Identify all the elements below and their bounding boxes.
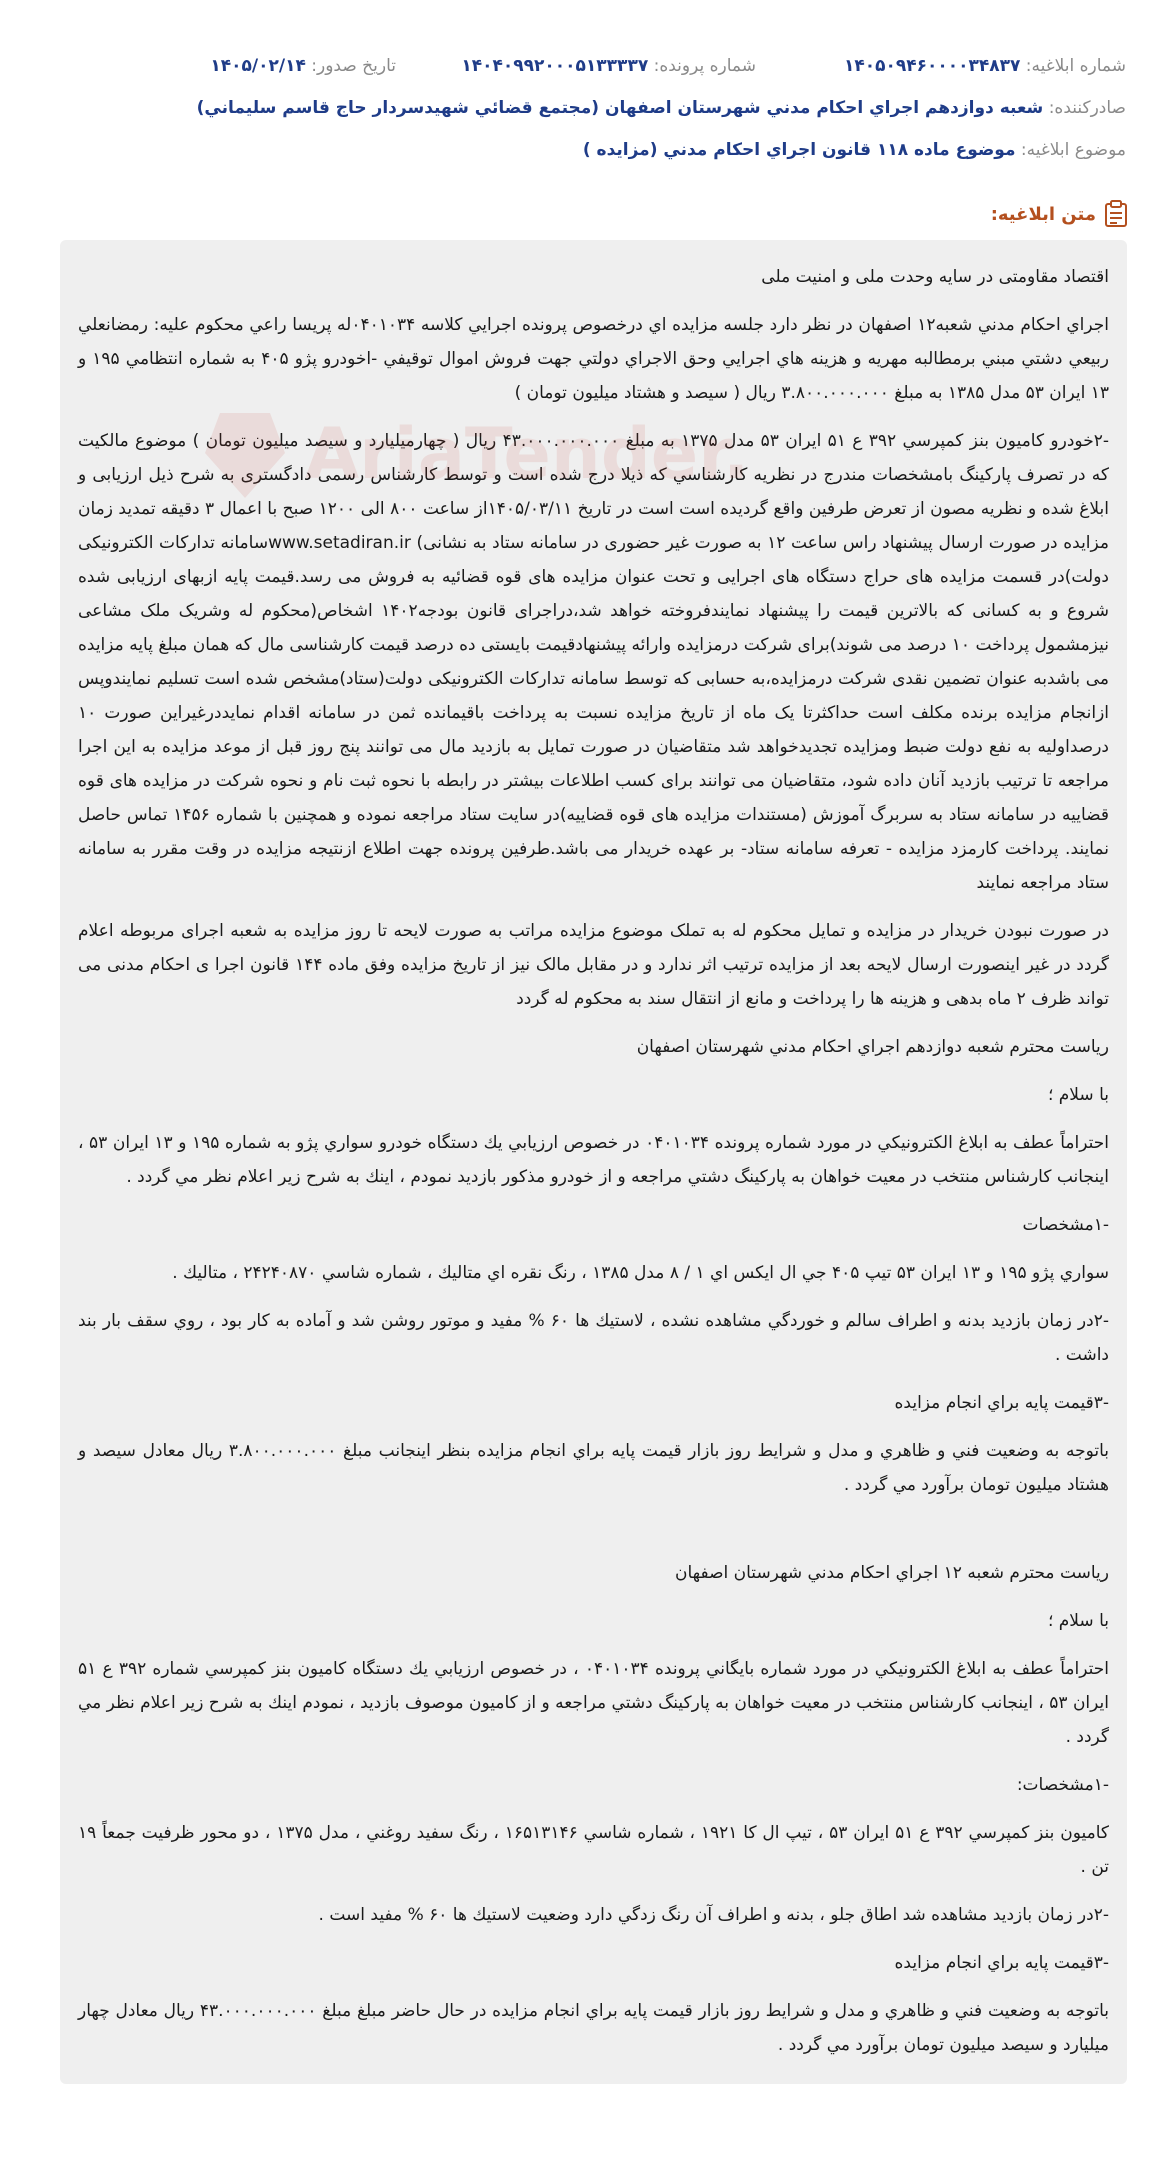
body-paragraph-10: -۲در زمان بازديد بدنه و اطراف سالم و خوردگي مشاهده نشده ، لاستيك ها ۶۰ % مفيد و موتور روشن شد و آماده به كار بود ، روي سقف بار بند داشت . [78, 1311, 1109, 1365]
issuer-row [48, 98, 1126, 118]
issue-date-value: ۱۴۰۵/۰۲/۱۴ [210, 56, 306, 76]
clipboard-icon [1104, 200, 1128, 228]
notice-number-label: شماره ابلاغیه: [1025, 56, 1126, 76]
case-number-value: ۱۴۰۴۰۹۹۲۰۰۰۵۱۳۳۳۳۷ [461, 56, 649, 76]
body-paragraph-12: باتوجه به وضعيت فني و ظاهري و مدل و شرايط روز بازار قيمت پايه براي انجام مزايده بنظر اينجانب مبلغ ۳.۸۰۰.۰۰۰.۰۰۰ ريال معادل سيصد و هشتاد ميليون تومان برآورد مي گردد . [78, 1441, 1110, 1495]
notice-text-heading [991, 200, 1128, 228]
subject-label: موضوع ابلاغیه: [1020, 140, 1126, 160]
issuer-label: صادرکننده: [1048, 98, 1126, 118]
body-paragraph-7: احتراماً عطف به ابلاغ الكترونيكي در مورد شماره پرونده ۰۴۰۱۰۳۴ در خصوص ارزيابي يك دستگاه خودرو سواري پژو به شماره ۱۹۵ و ۱۳ ايران ۵۳ ، اينجانب كارشناس منتخب در معيت خواهان به پاركينگ دشتي مراجعه و از خودرو مذكور بازديد نمودم ، اينك به شرح زير اعلام نظر مي گردد . [78, 1133, 1109, 1187]
body-paragraph-15: احتراماً عطف به ابلاغ الكترونيكي در مورد شماره بايگاني پرونده ۰۴۰۱۰۳۴ ، در خصوص ارزيابي يك دستگاه كاميون بنز كمپرسي شماره ۳۹۲ ع ۵۱ ايران ۵۳ ، اينجانب كارشناس منتخب در معيت خواهان به پاركينگ دشتي مراجعه و از كاميون موصوف بازديد ، نمودم اينك به شرح زير اعلام نظر مي گردد . [78, 1659, 1109, 1747]
body-paragraph-9: سواري پژو ۱۹۵ و ۱۳ ايران ۵۳ تيپ ۴۰۵ جي ال ايكس اي ۱ / ۸ مدل ۱۳۸۵ ، رنگ نقره اي متاليك ، شماره شاسي ۲۴۲۴۰۸۷۰ ، متاليك . [172, 1263, 1109, 1283]
body-paragraph-17: كاميون بنز كمپرسي ۳۹۲ ع ۵۱ ايران ۵۳ ، تيپ ال كا ۱۹۲۱ ، شماره شاسي ۱۶۵۱۳۱۴۶ ، رنگ سفيد روغني ، مدل ۱۳۷۵ ، دو محور ظرفيت جمعاً ۱۹ تن . [78, 1823, 1110, 1877]
issue-date [210, 56, 396, 76]
body-paragraph-16: -۱مشخصات: [1016, 1775, 1109, 1795]
notice-text-title: متن ابلاغیه: [990, 203, 1096, 225]
body-paragraph-14: با سلام ؛ [1047, 1611, 1109, 1631]
body-paragraph-1: اقتصاد مقاومتی در سایه وحدت ملی و امنیت ملی [761, 267, 1109, 287]
body-paragraph-8: -۱مشخصات [1022, 1215, 1109, 1235]
subject-row [48, 140, 1126, 160]
issue-date-label: تاریخ صدور: [311, 56, 396, 76]
body-paragraph-2: اجراي احكام مدني شعبه۱۲ اصفهان در نظر دارد جلسه مزايده اي درخصوص پرونده اجرايي كلاسه ۰۴۰۱۰۳۴له پريسا راعي محكوم عليه: رمضانعلي ربيعي دشتي مبني برمطالبه مهريه و هزينه هاي اجرايي وحق الاجراي دولتي جهت فروش اموال توقيفي -اخودرو پژو ۴۰۵ به شماره انتظامي ۱۹۵ و ۱۳ ايران ۵۳ مدل ۱۳۸۵ به مبلغ ۳.۸۰۰.۰۰۰.۰۰۰ ريال ( سيصد و هشتاد ميليون تومان ) [78, 315, 1109, 403]
body-paragraph-11: -۳قيمت پايه براي انجام مزايده [894, 1393, 1109, 1413]
header-meta-row [48, 56, 1126, 80]
body-paragraph-20: باتوجه به وضعيت فني و ظاهري و مدل و شرايط روز بازار قيمت پايه براي انجام مزايده در حال حاضر مبلغ مبلغ ۴۳.۰۰۰.۰۰۰.۰۰۰ ريال معادل چهار ميليارد و سيصد ميليون تومان برآورد مي گردد . [78, 2001, 1109, 2055]
issuer-value: شعبه دوازدهم اجراي احكام مدني شهرستان اصفهان (مجتمع قضائي شهيدسردار حاج قاسم سليماني) [196, 98, 1044, 118]
body-paragraph-19: -۳قيمت پايه براي انجام مزايده [894, 1953, 1109, 1973]
subject-value: موضوع ماده ۱۱۸ قانون اجراي احكام مدني (مزايده ) [582, 140, 1016, 160]
body-paragraph-4: در صورت نبودن خریدار در مزایده و تمایل محکوم له به تملک موضوع مزایده مراتب به صورت لایحه تا روز مزایده به شعبه اجرای مربوطه اعلام گردد در غیر اینصورت ارسال لایحه بعد از مزایده ترتیب اثر ندارد و در مقابل مالک نیز از تاریخ مزایده وفق ماده ۱۴۴ قانون اجرا ی احکام مدنی می تواند ظرف ۲ ماه بدهی و هزینه ها را پرداخت و مانع از انتقال سند به محکوم له گردد [78, 921, 1109, 1009]
case-number [461, 56, 756, 76]
notice-number-value: ۱۴۰۵۰۹۴۶۰۰۰۰۳۴۸۳۷ [843, 56, 1021, 76]
body-paragraph-13: رياست محترم شعبه ۱۲ اجراي احكام مدني شهرستان اصفهان [674, 1563, 1109, 1583]
notice-body [60, 240, 1127, 2084]
body-paragraph-3: -۲خودرو كاميون بنز كمپرسي ۳۹۲ ع ۵۱ ايران ۵۳ مدل ۱۳۷۵ به مبلغ ۴۳.۰۰۰.۰۰۰.۰۰۰ ريال ( چهارميليارد و سيصد ميليون تومان ) موضوع مالكيت كه در تصرف پاركينگ بامشخصات مندرج در نظريه كارشناسي كه ذيلا درج شده است و توسط كارشناس رسمی دادگستری به شرح ذیل ارزیابی و ابلاغ شده و نظریه مصون از تعرض طرفین واقع گردیده است است در تاريخ ۱۴۰۵/۰۳/۱۱از ساعت ۸۰۰ الی ۱۲۰۰ صبح با اعمال ۳ دقيقه تمديد زمان مزايده در صورت ارسال پيشنهاد راس ساعت ۱۲ به صورت غیر حضوری در سامانه ستاد به نشانی) www.setadiran.irسامانه تدارکات الکترونیکی دولت)در قسمت مزایده های حراج دستگاه های اجرایی و تحت عنوان مزایده های قوه قضائیه به فروش می رسد.قیمت پایه ازبهای ارزیابی شده شروع و به کسانی كه بالاترین قیمت را پیشنهاد نمایندفروخته خواهد شد،دراجرای قانون بودجه۱۴۰۲ اشخاص(محکوم له وشریک ملک مشاعی نیزمشمول پرداخت ۱۰ درصد می شوند)برای شرکت درمزایده وارائه پیشنهادقیمت بایستی ده درصد قیمت کارشناسی مال که همان مبلغ پایه مزایده می باشدبه عنوان تضمین نقدی شرکت درمزایده،به حسابی که توسط سامانه تدارکات الکترونیکی دولت(ستاد)مشخص شده است تسليم نمايندوپس ازانجام مزایده برنده مكلف است حداکثرتا یک ماه از تاریخ مزایده نسبت به پرداخت باقیمانده ثمن در سامانه اقدام نمایددرغیراین صورت ۱۰ درصداولیه به نفع دولت ضبط ومزایده تجدیدخواهد شد متقاضیان در صورت تمایل به بازدید مال می توانند پنج روز قبل از موعد مزایده به این اجرا مراجعه تا ترتیب بازدید آنان داده شود، متقاضیان می توانند برای کسب اطلاعات بیشتر در رابطه با نحوه ثبت نام و نحوه شرکت در مزایده های قوه قضاییه در سامانه ستاد به سربرگ آموزش (مستندات مزایده های قوه قضاییه)در سایت ستاد مراجعه نموده و همچنین با شماره ۱۴۵۶ تماس حاصل نمایند. پرداخت کارمزد مزایده - تعرفه سامانه ستاد- بر عهده خریدار می باشد.طرفین پرونده جهت اطلاع ازنتیجه مزایده در وقت مقرر به سامانه ستاد مراجعه نمایند [78, 431, 1110, 893]
case-number-label: شماره پرونده: [653, 56, 756, 76]
notice-number [844, 56, 1126, 76]
body-paragraph-18: -۲در زمان بازديد مشاهده شد اطاق جلو ، بدنه و اطراف آن رنگ زدگي دارد وضعيت لاستيك ها ۶۰ % مفيد است . [318, 1905, 1109, 1925]
body-paragraph-5: رياست محترم شعبه دوازدهم اجراي احكام مدني شهرستان اصفهان [636, 1037, 1109, 1057]
body-paragraph-6: با سلام ؛ [1047, 1085, 1109, 1105]
